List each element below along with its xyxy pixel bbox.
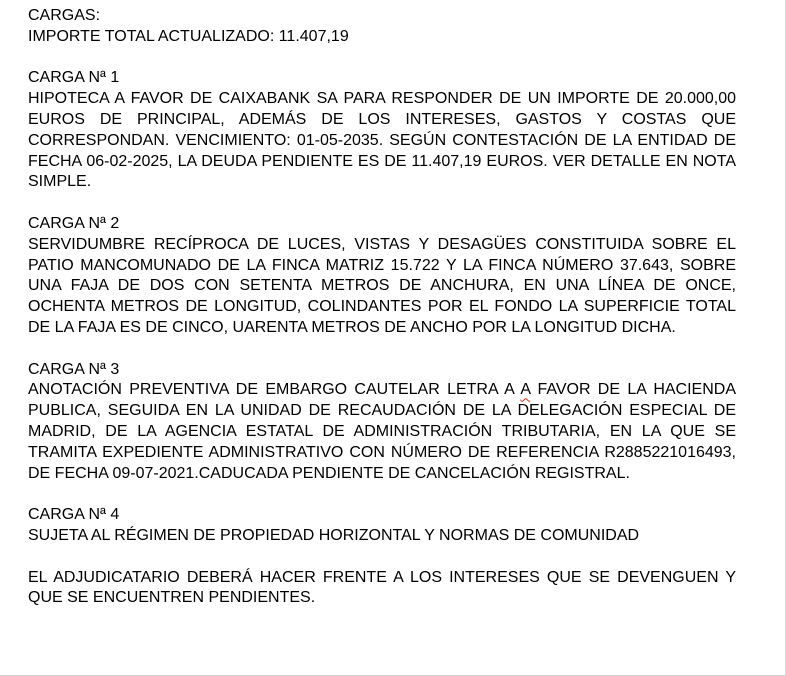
spellcheck-flagged-word[interactable]: A (520, 381, 531, 399)
carga-heading: CARGA Nª 4 (28, 506, 120, 524)
carga-1 (28, 68, 736, 193)
carga-text (28, 380, 736, 484)
carga-2 (28, 214, 736, 339)
carga-heading: CARGA Nª 1 (28, 69, 120, 87)
carga-heading: CARGA Nª 3 (28, 360, 120, 378)
carga-text: HIPOTECA A FAVOR DE CAIXABANK SA PARA RESPONDER DE UN IMPORTE DE 20.000,00 EUROS DE PRINCIPAL, ADEMÁS DE LOS INTERESES, GASTOS Y COSTAS QUE CORRESPONDAN. VENCIMIENTO: 01-05-2035. SEGÚN CONTESTACIÓN DE LA ENTIDAD DE FECHA 06-02-2025, LA DEUDA PENDIENTE ES DE 11.407,19 EUROS. VER DETALLE EN NOTA SIMPLE. (28, 90, 736, 191)
total-amount: IMPORTE TOTAL ACTUALIZADO: 11.407,19 (28, 27, 349, 45)
carga-text-end: FAVOR DE LA HACIENDA PUBLICA, SEGUIDA EN LA UNIDAD DE RECAUDACIÓN DE LA DELEGACIÓN ESPECIAL DE MADRID, DE LA AGENCIA ESTATAL DE ADMINISTRACIÓN TRIBUTARIA, EN LA QUE SE TRAMITA EXPEDIENTE ADMINISTRATIVO CON NÚMERO DE REFERENCIA R2885221016493, DE FECHA 09-07-2021.CADUCADA PENDIENTE DE CANCELACIÓN REGISTRAL. (28, 381, 736, 482)
carga-text: SERVIDUMBRE RECÍPROCA DE LUCES, VISTAS Y DESAGÜES CONSTITUIDA SOBRE EL PATIO MANCOMUNADO DE LA FINCA MATRIZ 15.722 Y LA FINCA NÚMERO 37.643, SOBRE UNA FAJA DE DOS CON SETENTA METROS DE ANCHURA, EN UNA LÍNEA DE ONCE, OCHENTA METROS DE LONGITUD, COLINDANTES POR EL FONDO LA SUPERFICIE TOTAL DE LA FAJA ES DE CINCO, UARENTA METROS DE ANCHO POR LA LONGITUD DICHA. (28, 235, 736, 336)
carga-heading: CARGA Nª 2 (28, 214, 120, 232)
carga-3 (28, 360, 736, 485)
carga-text-start: ANOTACIÓN PREVENTIVA DE EMBARGO CAUTELAR LETRA A (28, 381, 521, 399)
closing-note: EL ADJUDICATARIO DEBERÁ HACER FRENTE A LOS INTERESES QUE SE DEVENGUEN Y QUE SE ENCUENTREN PENDIENTES. (28, 568, 736, 607)
closing-note-block (28, 568, 736, 610)
cargas-summary (28, 6, 736, 48)
carga-text: SUJETA AL RÉGIMEN DE PROPIEDAD HORIZONTAL Y NORMAS DE COMUNIDAD (28, 526, 640, 544)
section-title: CARGAS: (28, 7, 101, 24)
carga-4 (28, 505, 736, 547)
document-body (28, 6, 736, 630)
